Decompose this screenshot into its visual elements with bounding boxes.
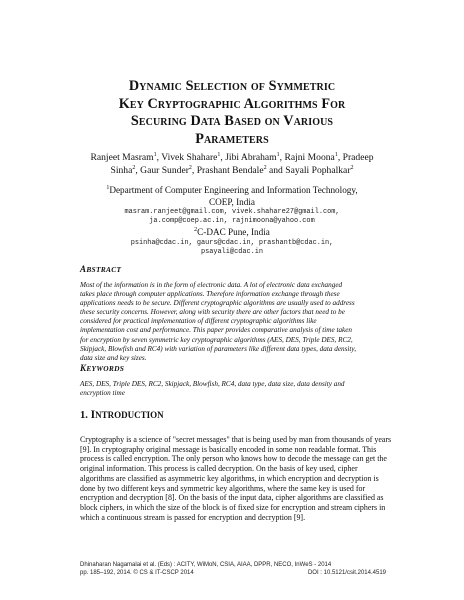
author-name: Prashant Bendale xyxy=(196,165,264,176)
title-line: Key Cryptographic Algorithms For xyxy=(118,95,346,112)
keywords-line: encryption time xyxy=(80,389,125,398)
author-separator: , xyxy=(156,152,162,163)
body-line: algorithms are classified as asymmetric key algorithms, in which encryption and decryption is xyxy=(80,473,379,483)
author-name: Sinha xyxy=(110,165,133,176)
body-line: block ciphers, in which the size of the block is of fixed size for encryption and stream ciphers in xyxy=(80,502,386,512)
footer-pages: pp. 185–192, 2014. © CS & IT-CSCP 2014 xyxy=(80,570,194,576)
abstract-line: Skipjack, Blowfish and RC4) with variation of parameters like different data types, data density, xyxy=(80,344,357,353)
abstract-line: applications needs to be secure. Different cryptographic algorithms are usually used to address xyxy=(80,299,355,308)
keywords-line: AES, DES, Triple DES, RC2, Skipjack, Blowfish, RC4, data type, data size, data density and xyxy=(80,380,345,388)
email-line: psayali@cdac.in xyxy=(200,247,264,256)
footer-row xyxy=(80,569,386,577)
affiliation-line xyxy=(40,227,424,239)
author-separator: , Pradeep xyxy=(337,152,374,163)
body-line: Cryptography is a science of "secret messages" that is being used by man from thousands of years xyxy=(80,435,392,444)
author-name: Jibi Abraham xyxy=(225,152,277,163)
author-separator: , xyxy=(135,165,141,176)
affiliation-marker: 2 xyxy=(350,164,354,171)
abstract-line: considered for practical implementation of different cryptographic algorithms like xyxy=(80,317,317,326)
affiliation-2 xyxy=(40,227,424,257)
affiliation-marker: 1 xyxy=(334,151,338,158)
title-line: Dynamic Selection of Symmetric xyxy=(128,78,336,94)
email-line: masram.ranjeet@gmail.com, vivek.shahare27@gmail.com, xyxy=(124,208,340,216)
affiliation-marker: 1 xyxy=(217,151,221,158)
body-line: [9]. In cryptography original message is basically encoded in some non readable format. This xyxy=(80,444,377,454)
abstract-line: takes place through computer applications. Therefore information exchange through these xyxy=(80,290,340,299)
email-line: ja.comp@coep.ac.in, rajnimoona@yahoo.com xyxy=(149,217,315,226)
body-line: which a continuous stream is passed for encryption and decryption [9]. xyxy=(80,512,306,522)
author-name: Rajni Moona xyxy=(284,152,335,163)
affiliation-text: C-DAC Pune, India xyxy=(197,227,270,237)
abstract-body xyxy=(80,281,388,363)
abstract-heading: ABSTRACT xyxy=(80,264,122,274)
abstract-line: for encryption by seven symmetric key cryptographic algorithms (AES, DES, Triple DES, RC2, xyxy=(80,335,353,344)
affiliation-marker: 1 xyxy=(276,151,280,158)
introduction-body xyxy=(80,435,390,522)
body-line: done by two different keys and symmetric key algorithms, where the same key is used for xyxy=(80,483,366,493)
affiliation-line: COEP, India xyxy=(209,196,255,207)
affiliation-marker: 2 xyxy=(194,226,198,233)
introduction-heading: 1. INTRODUCTION xyxy=(80,409,164,421)
affiliation-line xyxy=(40,185,424,197)
affiliation-marker: 1 xyxy=(153,151,157,158)
affiliation-text: Department of Computer Engineering and Information Technology, xyxy=(109,185,358,195)
author-line xyxy=(40,164,424,177)
keywords-heading: KEYWORDS xyxy=(80,363,125,373)
author-name: Ranjeet Masram xyxy=(90,152,154,163)
author-list xyxy=(40,151,424,177)
page-footer xyxy=(80,561,386,577)
affiliation-marker: 2 xyxy=(188,164,192,171)
author-line xyxy=(40,151,424,164)
email-line: psinha@cdac.in, gaurs@cdac.in, prashantb@cdac.in, xyxy=(130,238,334,247)
author-name: Gaur Sunder xyxy=(140,165,189,176)
author-name: Vivek Shahare xyxy=(161,152,218,163)
abstract-line: these security concerns. However, along with security there are other factors that need to be xyxy=(80,308,345,317)
author-separator: , xyxy=(220,152,226,163)
footer-line: Dhinaharan Nagamalai et al. (Eds) : ACITY, WiMoN, CSIA, AIAA, DPPR, NECO, InWeS - 2014 xyxy=(80,562,332,568)
title-line: Parameters xyxy=(195,130,269,147)
author-separator: , xyxy=(279,152,285,163)
body-line: encryption and decryption [8]. On the basis of the input data, cipher algorithms are classified as xyxy=(80,493,384,503)
author-separator: and xyxy=(266,165,286,176)
affiliation-1 xyxy=(40,185,424,226)
affiliation-marker: 2 xyxy=(263,164,267,171)
abstract-line: data size and key sizes. xyxy=(80,353,147,362)
body-line: process is called encryption. The only person who knows how to decode the message can get the xyxy=(80,454,387,464)
affiliation-marker: 2 xyxy=(132,164,136,171)
title-line: Securing Data Based on Various xyxy=(130,113,334,129)
author-separator: , xyxy=(191,165,197,176)
paper-title xyxy=(40,78,424,148)
abstract-line: implementation cost and performance. This paper provides comparative analysis of time taken xyxy=(80,326,353,335)
affiliation-marker: 1 xyxy=(106,184,110,191)
keywords-body xyxy=(80,380,388,398)
footer-doi: DOI : 10.5121/csit.2014.4519 xyxy=(307,570,386,576)
author-name: Sayali Pophalkar xyxy=(285,165,351,176)
body-line: original information. This process is called decryption. On the basis of key used, cipher xyxy=(80,464,358,474)
abstract-line: Most of the information is in the form of electronic data. A lot of electronic data exchanged xyxy=(80,281,343,289)
